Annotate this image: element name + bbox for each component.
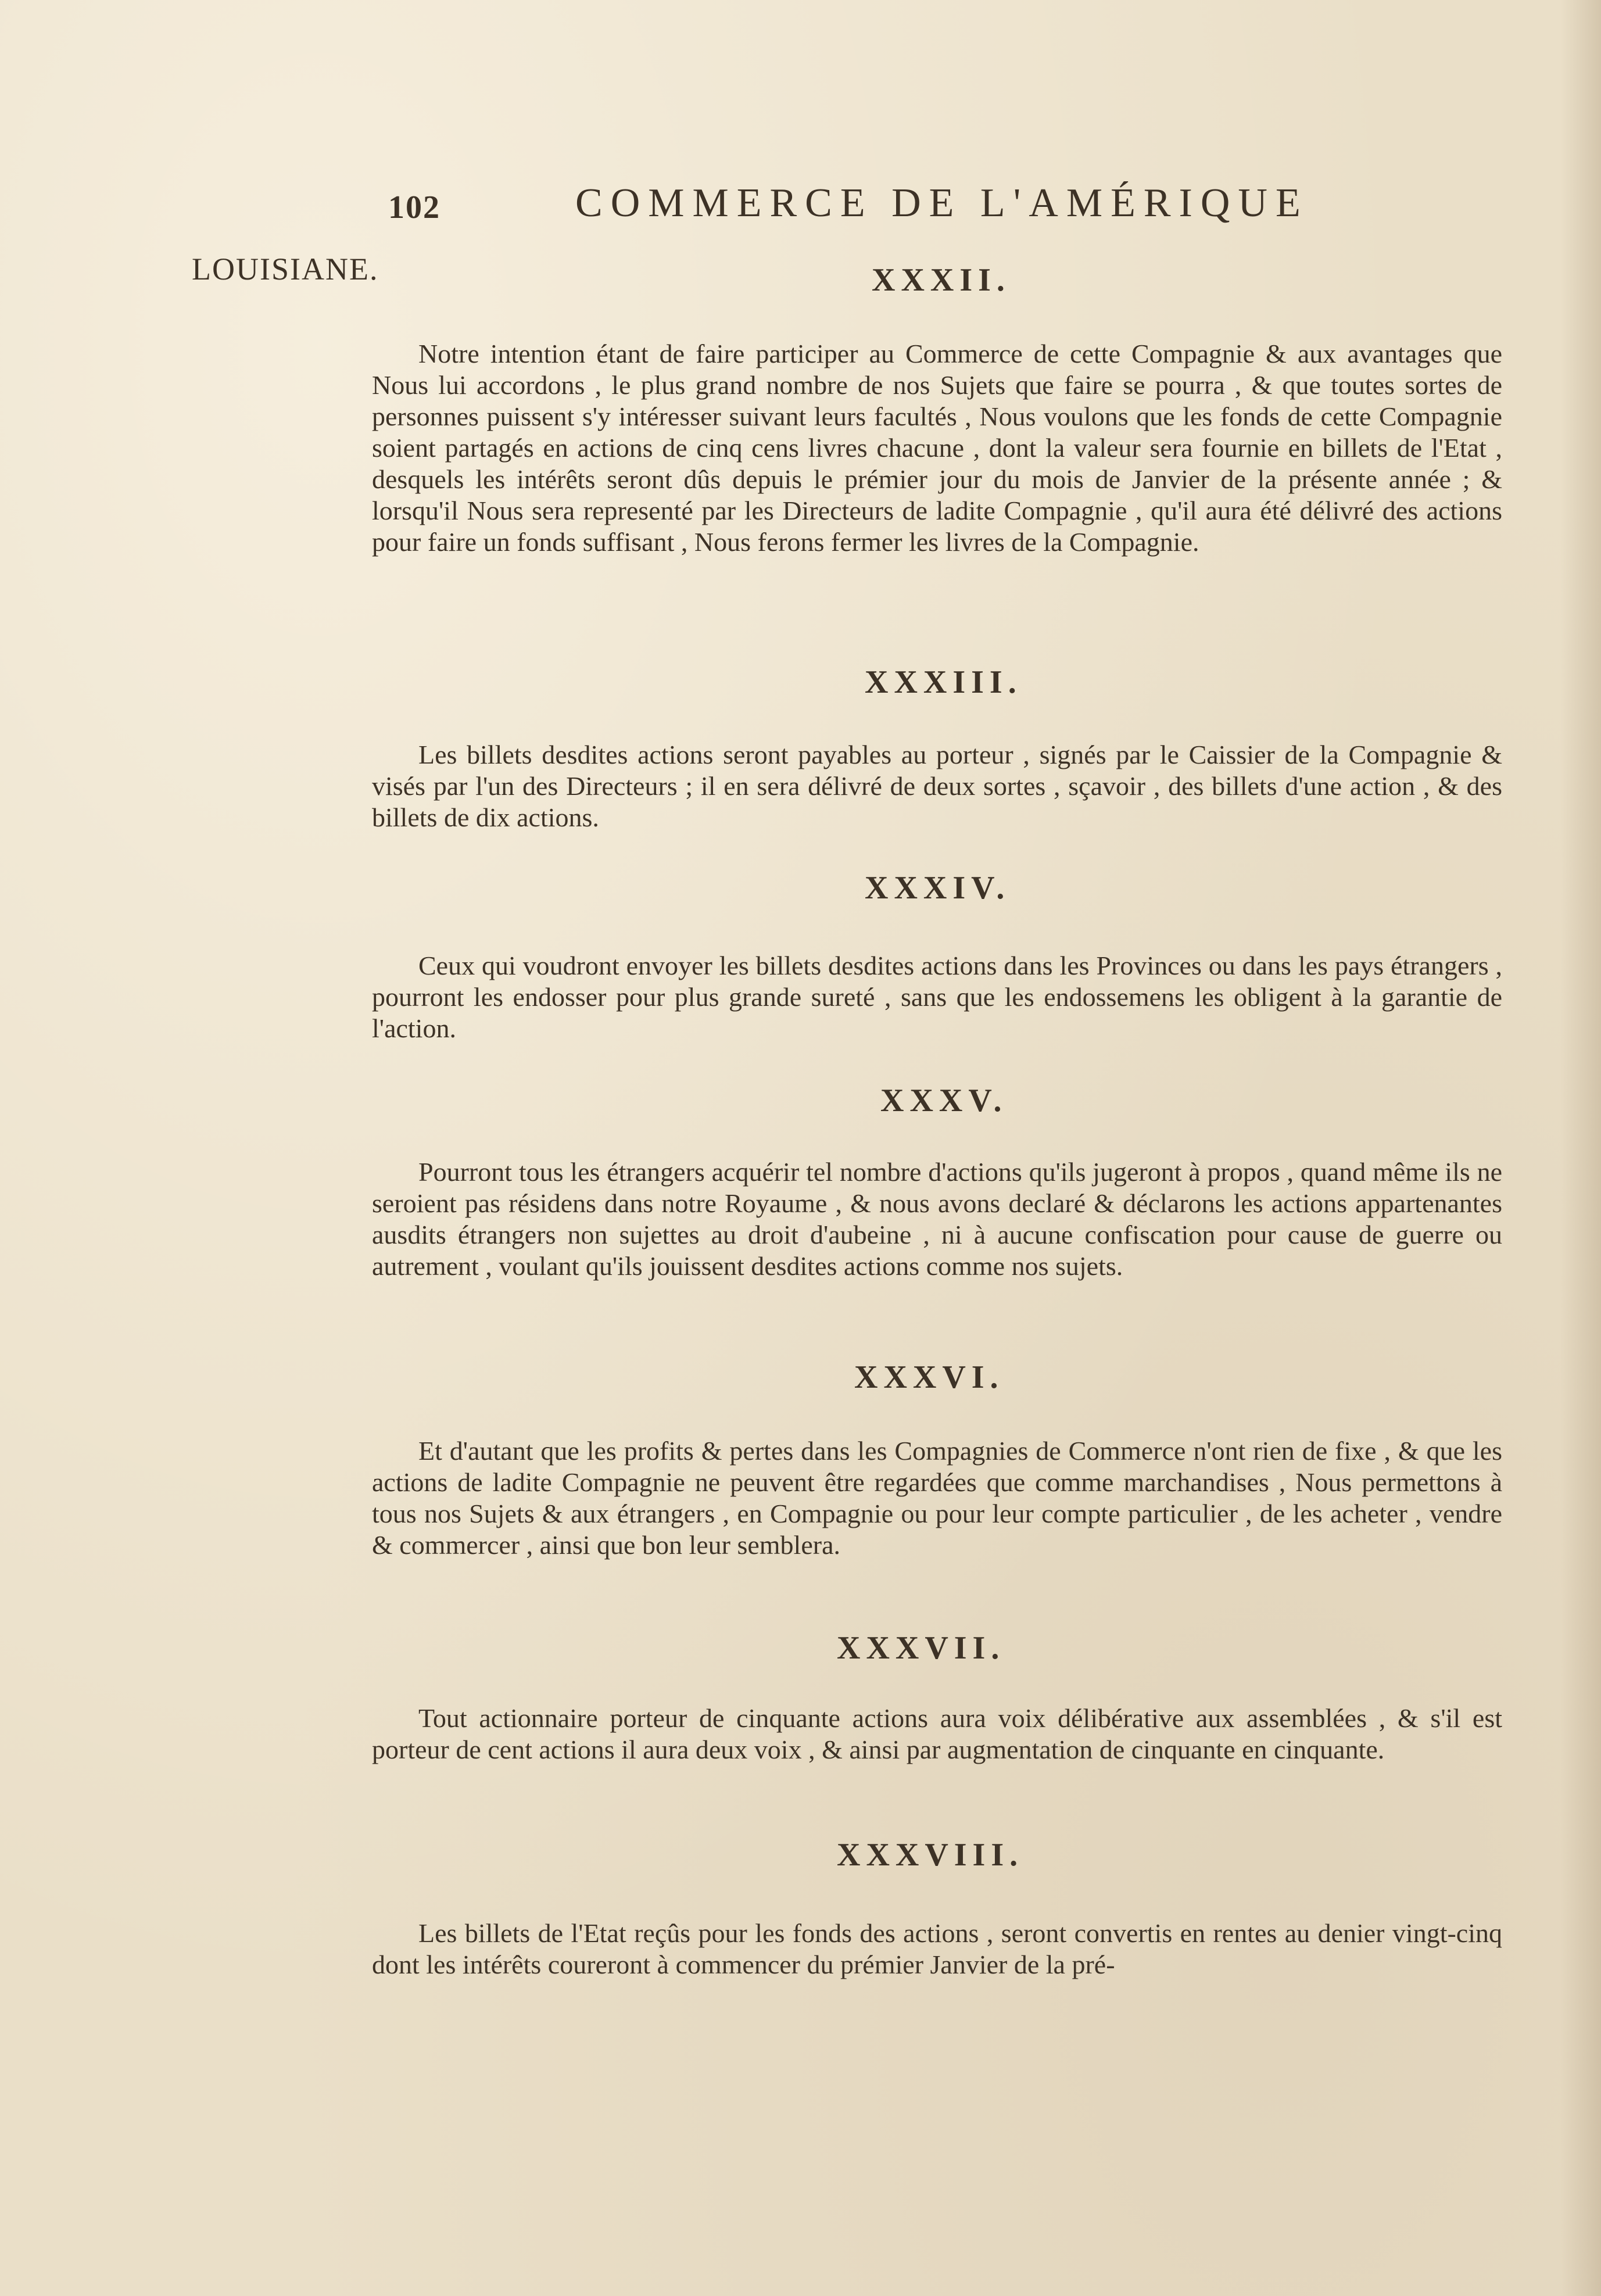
article-number: XXXIII. (865, 664, 1022, 700)
article-number: XXXV. (880, 1083, 1008, 1119)
article-number: XXXVIII. (837, 1837, 1024, 1873)
article-number: XXXVII. (837, 1630, 1005, 1666)
page-edge-shadow (1560, 0, 1601, 2296)
article-number: XXXVI. (854, 1359, 1004, 1395)
article-text: Tout actionnaire porteur de cinquante actions aura voix délibérative aux assemblées , & s'il est porteur de cent actions il aura deux voix , & ainsi par augmentation de cinquante en cinquante. (372, 1703, 1502, 1764)
margin-note: LOUISIANE. (192, 252, 379, 286)
page-number: 102 (388, 189, 440, 225)
article-text: Ceux qui voudront envoyer les billets desdites actions dans les Provinces ou dans les pays étrangers , pourront les endosser pour plus grande sureté , sans que les endossemens les obligent à la garantie de l'action. (372, 951, 1502, 1043)
article-text: Pourront tous les étrangers acquérir tel nombre d'actions qu'ils jugeront à propos , quand même ils ne seroient pas résidens dans notre Royaume , & nous avons declaré & déclarons les actions appartenantes ausdits étrangers non sujettes au droit d'aubeine , ni à aucune confiscation pour cause de guerre ou autrement , voulant qu'ils jouissent desdites actions comme nos sujets. (372, 1157, 1502, 1281)
article-text: Et d'autant que les profits & pertes dans les Compagnies de Commerce n'ont rien de fixe , & que les actions de ladite Compagnie ne peuvent être regardées que comme marchandises , Nous permettons à tous nos Sujets & aux étrangers , en Compagnie ou pour leur compte particulier , de les acheter , vendre & commercer , ainsi que bon leur semblera. (372, 1436, 1502, 1560)
article-text: Les billets desdites actions seront payables au porteur , signés par le Caissier de la Compagnie & visés par l'un des Directeurs ; il en sera délivré de deux sortes , sçavoir , des billets d'une action , & des billets de dix actions. (372, 740, 1502, 832)
article-number: XXXIV. (865, 870, 1011, 906)
running-title: COMMERCE DE L'AMÉRIQUE (575, 181, 1309, 225)
article-text: Les billets de l'Etat reçûs pour les fonds des actions , seront convertis en rentes au denier vingt-cinq dont les intérêts coureront à commencer du prémier Janvier de la pré- (372, 1918, 1502, 1979)
article-text: Notre intention étant de faire participer au Commerce de cette Compagnie & aux avantages que Nous lui accordons , le plus grand nombre de nos Sujets que faire se pourra , & que toutes sortes de personnes puissent s'y intéresser suivant leurs facultés , Nous voulons que les fonds de cette Compagnie soient partagés en actions de cinq cens livres chacune , dont la valeur sera fournie en billets de l'Etat , desquels les intérêts seront dûs depuis le prémier jour du mois de Janvier de la présente année ; & lorsqu'il Nous sera representé par les Directeurs de ladite Compagnie , qu'il aura été délivré des actions pour faire un fonds suffisant , Nous ferons fermer les livres de la Compagnie. (372, 339, 1502, 557)
article-number: XXXII. (872, 262, 1011, 298)
